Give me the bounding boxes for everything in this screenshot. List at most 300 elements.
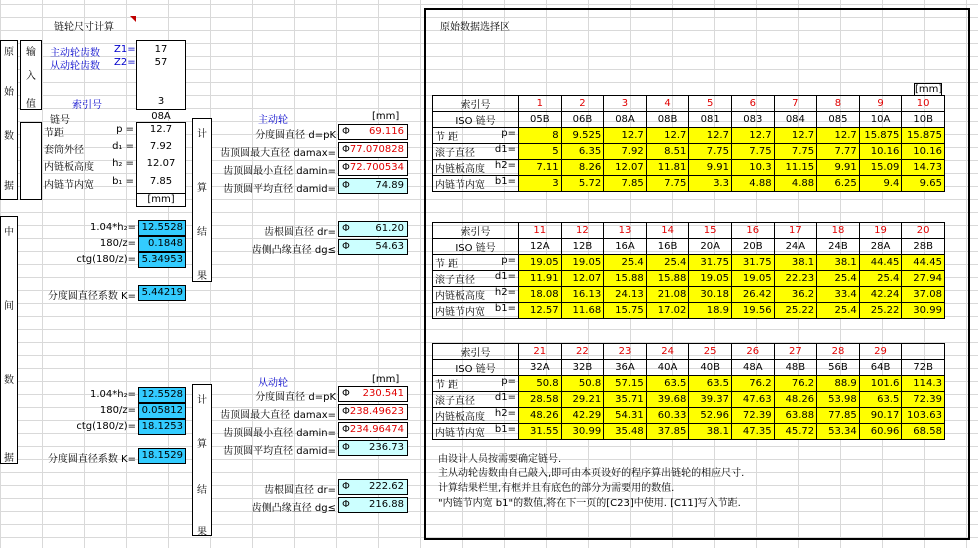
b1-cell: 25.4 bbox=[817, 303, 860, 319]
chain-code-cell[interactable]: 28B bbox=[902, 239, 945, 255]
d1-row-label bbox=[433, 144, 519, 160]
side-label-intermediate-data: 中 间 数 据 bbox=[0, 216, 18, 464]
p-cell: 19.05 bbox=[561, 255, 604, 271]
b1-cell: 12.57 bbox=[519, 303, 562, 319]
chain-data-table-3 bbox=[432, 343, 945, 440]
h2-cell: 10.3 bbox=[731, 160, 774, 176]
index-cell: 22 bbox=[561, 344, 604, 360]
result-value: 77.070828 bbox=[349, 144, 404, 155]
note-2: 主从动轮齿数由自己敲入,即可由本页设好的程序算出链轮的相应尺寸. bbox=[438, 468, 745, 479]
b1-row bbox=[433, 176, 945, 192]
chain-code-cell[interactable]: 56B bbox=[817, 360, 860, 376]
chain-unit: [mm] bbox=[136, 193, 186, 207]
b1-cell: 9.4 bbox=[859, 176, 902, 192]
b1-cell: 6.25 bbox=[817, 176, 860, 192]
index-cell: 5 bbox=[689, 96, 732, 112]
driver-root-label: 齿根圆直径 dr= bbox=[263, 227, 336, 238]
chain-code-cell[interactable]: 48B bbox=[774, 360, 817, 376]
driver-k-label: 分度圆直径系数 K= bbox=[47, 291, 136, 302]
h2-cell: 42.24 bbox=[859, 287, 902, 303]
d1-cell: 7.75 bbox=[689, 144, 732, 160]
b1-cell: 37.85 bbox=[646, 424, 689, 440]
d1-cell: 35.71 bbox=[604, 392, 647, 408]
h2-cell: 103.63 bbox=[902, 408, 945, 424]
driven-mid-label: 180/z= bbox=[99, 405, 136, 416]
chain-code-cell[interactable]: 72B bbox=[902, 360, 945, 376]
b1-cell: 25.22 bbox=[859, 303, 902, 319]
p-cell: 12.7 bbox=[604, 128, 647, 144]
index-cell: 12 bbox=[561, 223, 604, 239]
index-cell: 26 bbox=[731, 344, 774, 360]
driven-calc-side: 计 算 结 果 bbox=[192, 384, 212, 536]
d1-cell: 6.35 bbox=[561, 144, 604, 160]
driver-result-label: 齿顶圆最小直径 damin= bbox=[223, 166, 336, 177]
d1-cell: 22.23 bbox=[774, 271, 817, 287]
result-value: 230.541 bbox=[362, 388, 404, 399]
index-label: 索引号 bbox=[72, 100, 102, 111]
h2-row-label bbox=[433, 408, 519, 424]
driver-k-value: 5.44219 bbox=[138, 285, 186, 301]
driven-result-box bbox=[338, 386, 408, 402]
chain-code-cell[interactable]: 06B bbox=[561, 112, 604, 128]
chain-code-cell[interactable]: 085 bbox=[817, 112, 860, 128]
index-cell: 21 bbox=[519, 344, 562, 360]
driven-result-label: 齿顶圆最小直径 damin= bbox=[223, 428, 336, 439]
chain-param-label: 内链板高度 bbox=[44, 162, 94, 173]
index-cell: 18 bbox=[817, 223, 860, 239]
row-symbol: p= bbox=[501, 128, 516, 139]
phi-symbol: Φ bbox=[342, 481, 350, 492]
row-name: 内链板高度 bbox=[435, 291, 485, 302]
chain-code-cell[interactable]: 32A bbox=[519, 360, 562, 376]
comment-marker bbox=[130, 16, 136, 22]
chain-code-cell[interactable]: 20A bbox=[689, 239, 732, 255]
row-symbol: h2= bbox=[494, 408, 516, 419]
index-cell: 6 bbox=[731, 96, 774, 112]
driver-result-label: 齿顶圆最大直径 damax= bbox=[220, 148, 336, 159]
p-row-label bbox=[433, 376, 519, 392]
p-cell: 114.3 bbox=[902, 376, 945, 392]
chain-code-cell[interactable]: 10A bbox=[859, 112, 902, 128]
driven-result-box bbox=[338, 404, 408, 420]
b1-row-label bbox=[433, 424, 519, 440]
row-symbol: p= bbox=[501, 376, 516, 387]
side-label-input: 输 入 值 bbox=[20, 40, 42, 110]
index-cell: 8 bbox=[817, 96, 860, 112]
b1-cell: 53.34 bbox=[817, 424, 860, 440]
b1-cell: 9.65 bbox=[902, 176, 945, 192]
d1-cell: 19.05 bbox=[689, 271, 732, 287]
selection-area-title: 原始数据选择区 bbox=[440, 22, 510, 33]
h2-cell: 48.26 bbox=[519, 408, 562, 424]
h2-cell: 77.85 bbox=[817, 408, 860, 424]
h2-row-label bbox=[433, 287, 519, 303]
phi-symbol: Φ bbox=[342, 442, 350, 453]
chain-data-table-1 bbox=[432, 95, 945, 192]
chain-code-cell[interactable]: 32B bbox=[561, 360, 604, 376]
p-row bbox=[433, 376, 945, 392]
driver-mid-label: ctg(180/z)= bbox=[76, 254, 136, 265]
chain-code-cell[interactable]: 08A bbox=[604, 112, 647, 128]
chain-code-cell[interactable]: 16B bbox=[646, 239, 689, 255]
row-symbol: b1= bbox=[494, 303, 516, 314]
d1-cell: 28.58 bbox=[519, 392, 562, 408]
index-row-label: 索引号 bbox=[433, 344, 519, 360]
index-cell: 27 bbox=[774, 344, 817, 360]
d1-cell: 53.98 bbox=[817, 392, 860, 408]
row-name: 内链节内宽 bbox=[435, 307, 485, 318]
d1-cell: 19.05 bbox=[731, 271, 774, 287]
h2-cell: 36.2 bbox=[774, 287, 817, 303]
p-cell: 31.75 bbox=[689, 255, 732, 271]
h2-cell: 52.96 bbox=[689, 408, 732, 424]
p-cell: 12.7 bbox=[774, 128, 817, 144]
p-cell: 15.875 bbox=[859, 128, 902, 144]
phi-symbol: Φ bbox=[342, 388, 350, 399]
driven-root-box bbox=[338, 479, 408, 495]
d1-cell: 25.4 bbox=[817, 271, 860, 287]
p-cell: 15.875 bbox=[902, 128, 945, 144]
b1-row bbox=[433, 303, 945, 319]
driven-mid-value: 12.5528 bbox=[138, 387, 186, 403]
b1-cell: 11.68 bbox=[561, 303, 604, 319]
driven-root-label: 齿根圆直径 dr= bbox=[263, 485, 336, 496]
index-cell: 1 bbox=[519, 96, 562, 112]
h2-cell: 37.08 bbox=[902, 287, 945, 303]
h2-cell: 63.88 bbox=[774, 408, 817, 424]
phi-symbol: Φ bbox=[342, 424, 350, 435]
h2-cell: 9.91 bbox=[817, 160, 860, 176]
p-cell: 57.15 bbox=[604, 376, 647, 392]
chain-code-row-label: ISO 链号 bbox=[433, 360, 519, 376]
chain-param-symbol: b₁ = bbox=[112, 176, 134, 187]
p-cell: 12.7 bbox=[817, 128, 860, 144]
row-symbol: d1= bbox=[494, 271, 516, 282]
p-cell: 76.2 bbox=[731, 376, 774, 392]
driver-result-box bbox=[338, 124, 408, 140]
chain-code-cell[interactable]: 083 bbox=[731, 112, 774, 128]
h2-cell: 26.42 bbox=[731, 287, 774, 303]
chain-code-row-label: ISO 链号 bbox=[433, 239, 519, 255]
b1-cell: 3.3 bbox=[689, 176, 732, 192]
chain-code-cell[interactable]: 12A bbox=[519, 239, 562, 255]
h2-cell: 21.08 bbox=[646, 287, 689, 303]
p-cell: 63.5 bbox=[689, 376, 732, 392]
phi-symbol: Φ bbox=[342, 162, 350, 173]
d1-cell: 72.39 bbox=[902, 392, 945, 408]
page-title: 链轮尺寸计算 bbox=[54, 22, 114, 33]
row-name: 滚子直径 bbox=[435, 148, 475, 159]
row-symbol: h2= bbox=[494, 287, 516, 298]
chain-data-table-2 bbox=[432, 222, 945, 319]
driven-mid-value: 18.1253 bbox=[138, 419, 186, 435]
chain-code-row bbox=[433, 360, 945, 376]
chain-param-label: 套筒外径 bbox=[44, 145, 84, 156]
h2-cell: 18.08 bbox=[519, 287, 562, 303]
chain-no-value: 08A bbox=[151, 111, 171, 122]
d1-cell: 7.75 bbox=[774, 144, 817, 160]
index-row bbox=[433, 96, 945, 112]
p-cell: 12.7 bbox=[731, 128, 774, 144]
d1-cell: 11.91 bbox=[519, 271, 562, 287]
index-cell: 2 bbox=[561, 96, 604, 112]
result-value: 72.700534 bbox=[349, 162, 404, 173]
driven-mid-label: 1.04*h₂= bbox=[90, 389, 136, 400]
row-symbol: b1= bbox=[494, 176, 516, 187]
chain-param-symbol: p = bbox=[116, 124, 134, 135]
b1-row-label bbox=[433, 303, 519, 319]
b1-cell: 30.99 bbox=[902, 303, 945, 319]
chain-code-cell[interactable]: 40A bbox=[646, 360, 689, 376]
driven-result-box bbox=[338, 422, 408, 438]
p-cell: 88.9 bbox=[817, 376, 860, 392]
chain-code-cell[interactable]: 36A bbox=[604, 360, 647, 376]
index-cell: 29 bbox=[859, 344, 902, 360]
index-cell: 25 bbox=[689, 344, 732, 360]
p-cell: 38.1 bbox=[774, 255, 817, 271]
d1-cell: 29.21 bbox=[561, 392, 604, 408]
b1-cell: 7.75 bbox=[646, 176, 689, 192]
params-side-box bbox=[20, 122, 42, 200]
driven-title: 从动轮 bbox=[258, 378, 288, 389]
result-value: 61.20 bbox=[375, 223, 404, 234]
chain-code-cell[interactable]: 40B bbox=[689, 360, 732, 376]
h2-cell: 14.73 bbox=[902, 160, 945, 176]
h2-cell: 90.17 bbox=[859, 408, 902, 424]
b1-cell: 35.48 bbox=[604, 424, 647, 440]
result-value: 74.89 bbox=[375, 180, 404, 191]
driver-mid-label: 1.04*h₂= bbox=[90, 222, 136, 233]
chain-param-symbol: d₁ = bbox=[112, 141, 134, 152]
h2-cell: 16.13 bbox=[561, 287, 604, 303]
d1-cell: 47.63 bbox=[731, 392, 774, 408]
index-cell: 7 bbox=[774, 96, 817, 112]
index-row bbox=[433, 223, 945, 239]
chain-param-label: 节距 bbox=[44, 128, 64, 139]
driver-result-label: 齿顶圆平均直径 damid= bbox=[223, 184, 336, 195]
p-cell: 12.7 bbox=[689, 128, 732, 144]
chain-param-value: 12.7 bbox=[149, 124, 173, 135]
index-cell: 28 bbox=[817, 344, 860, 360]
driver-unit: [mm] bbox=[372, 111, 400, 122]
index-cell: 24 bbox=[646, 344, 689, 360]
d1-cell: 7.92 bbox=[604, 144, 647, 160]
driver-title: 主动轮 bbox=[258, 115, 288, 126]
b1-cell: 47.35 bbox=[731, 424, 774, 440]
d1-cell: 63.5 bbox=[859, 392, 902, 408]
tables-unit: [mm] bbox=[915, 84, 943, 95]
h2-cell: 72.39 bbox=[731, 408, 774, 424]
p-cell: 44.45 bbox=[859, 255, 902, 271]
phi-symbol: Φ bbox=[342, 223, 350, 234]
b1-cell: 19.56 bbox=[731, 303, 774, 319]
b1-cell: 18.9 bbox=[689, 303, 732, 319]
row-symbol: d1= bbox=[494, 392, 516, 403]
driven-unit: [mm] bbox=[372, 374, 400, 385]
h2-cell: 7.11 bbox=[519, 160, 562, 176]
side-label-original-data: 原 始 数 据 bbox=[0, 40, 18, 200]
h2-cell: 30.18 bbox=[689, 287, 732, 303]
driver-calc-side: 计 算 结 果 bbox=[192, 118, 212, 282]
chain-code-cell[interactable]: 48A bbox=[731, 360, 774, 376]
d1-cell: 25.4 bbox=[859, 271, 902, 287]
d1-cell: 15.88 bbox=[604, 271, 647, 287]
driver-mid-value: 12.5528 bbox=[138, 220, 186, 236]
z1-label: 主动轮齿数 bbox=[50, 48, 100, 59]
chain-code-cell[interactable]: 64B bbox=[859, 360, 902, 376]
phi-symbol: Φ bbox=[342, 406, 350, 417]
chain-code-row bbox=[433, 112, 945, 128]
result-value: 222.62 bbox=[369, 481, 404, 492]
p-cell: 38.1 bbox=[817, 255, 860, 271]
z1-symbol: Z1= bbox=[114, 44, 136, 55]
h2-row-label bbox=[433, 160, 519, 176]
row-symbol: d1= bbox=[494, 144, 516, 155]
chain-param-value: 7.85 bbox=[149, 176, 173, 187]
driver-result-box bbox=[338, 142, 408, 158]
chain-code-cell[interactable]: 24A bbox=[774, 239, 817, 255]
driven-flank-label: 齿侧凸缘直径 dg≤ bbox=[251, 503, 336, 514]
chain-code-cell[interactable]: 081 bbox=[689, 112, 732, 128]
row-name: 内链板高度 bbox=[435, 412, 485, 423]
d1-cell: 39.68 bbox=[646, 392, 689, 408]
row-name: 滚子直径 bbox=[435, 396, 475, 407]
note-1: 由设计人员按需要确定链号. bbox=[438, 454, 562, 465]
p-cell: 25.4 bbox=[604, 255, 647, 271]
driver-result-label: 分度圆直径 d=pK bbox=[255, 130, 336, 141]
chain-code-cell[interactable]: 08B bbox=[646, 112, 689, 128]
driven-result-box bbox=[338, 440, 408, 456]
chain-code-cell[interactable]: 10B bbox=[902, 112, 945, 128]
d1-cell: 15.88 bbox=[646, 271, 689, 287]
h2-cell: 12.07 bbox=[604, 160, 647, 176]
index-cell: 14 bbox=[646, 223, 689, 239]
h2-cell: 42.29 bbox=[561, 408, 604, 424]
phi-symbol: Φ bbox=[342, 126, 350, 137]
b1-cell: 5.72 bbox=[561, 176, 604, 192]
d1-cell: 10.16 bbox=[902, 144, 945, 160]
driver-result-box bbox=[338, 178, 408, 194]
b1-row bbox=[433, 424, 945, 440]
h2-row bbox=[433, 287, 945, 303]
chain-param-label: 内链节内宽 bbox=[44, 180, 94, 191]
index-input[interactable]: 3 bbox=[157, 96, 165, 107]
index-cell: 16 bbox=[731, 223, 774, 239]
result-value: 236.73 bbox=[369, 442, 404, 453]
driver-root-box bbox=[338, 221, 408, 237]
d1-cell: 27.94 bbox=[902, 271, 945, 287]
driven-k-value: 18.1529 bbox=[138, 448, 186, 464]
index-cell bbox=[902, 344, 945, 360]
p-cell: 31.75 bbox=[731, 255, 774, 271]
p-row bbox=[433, 255, 945, 271]
chain-param-value: 7.92 bbox=[149, 141, 173, 152]
driver-mid-value: 0.1848 bbox=[138, 236, 186, 252]
b1-cell: 25.22 bbox=[774, 303, 817, 319]
result-value: 54.63 bbox=[375, 241, 404, 252]
row-name: 节 距 bbox=[435, 132, 459, 143]
result-value: 234.96474 bbox=[349, 424, 404, 435]
index-cell: 3 bbox=[604, 96, 647, 112]
b1-cell: 4.88 bbox=[731, 176, 774, 192]
b1-cell: 15.75 bbox=[604, 303, 647, 319]
h2-cell: 8.26 bbox=[561, 160, 604, 176]
chain-code-cell[interactable]: 05B bbox=[519, 112, 562, 128]
h2-cell: 33.4 bbox=[817, 287, 860, 303]
d1-row bbox=[433, 392, 945, 408]
note-3: 计算结果栏里,有框并且有底色的部分为需要用的数值. bbox=[438, 483, 675, 494]
chain-code-cell[interactable]: 20B bbox=[731, 239, 774, 255]
driver-flank-box bbox=[338, 239, 408, 255]
chain-code-cell[interactable]: 12B bbox=[561, 239, 604, 255]
row-symbol: b1= bbox=[494, 424, 516, 435]
z2-symbol: Z2= bbox=[114, 57, 136, 68]
h2-cell: 11.15 bbox=[774, 160, 817, 176]
chain-no-label: 链号 bbox=[50, 115, 70, 126]
note-4: "内链节内宽 b1"的数值,将在下一页的[C23]中使用. [C11]写入节距. bbox=[438, 498, 741, 509]
index-cell: 13 bbox=[604, 223, 647, 239]
d1-cell: 48.26 bbox=[774, 392, 817, 408]
d1-cell: 5 bbox=[519, 144, 562, 160]
chain-code-cell[interactable]: 084 bbox=[774, 112, 817, 128]
p-cell: 25.4 bbox=[646, 255, 689, 271]
d1-cell: 7.75 bbox=[731, 144, 774, 160]
z2-input[interactable]: 57 bbox=[154, 57, 168, 68]
index-cell: 17 bbox=[774, 223, 817, 239]
b1-cell: 7.85 bbox=[604, 176, 647, 192]
index-cell: 20 bbox=[902, 223, 945, 239]
z2-label: 从动轮齿数 bbox=[50, 61, 100, 72]
row-symbol: p= bbox=[501, 255, 516, 266]
driven-k-label: 分度圆直径系数 K= bbox=[47, 454, 136, 465]
row-name: 节 距 bbox=[435, 259, 459, 270]
index-cell: 15 bbox=[689, 223, 732, 239]
phi-symbol: Φ bbox=[342, 499, 350, 510]
driver-result-box bbox=[338, 160, 408, 176]
d1-row-label bbox=[433, 271, 519, 287]
p-cell: 76.2 bbox=[774, 376, 817, 392]
chain-param-symbol: h₂ = bbox=[112, 158, 134, 169]
phi-symbol: Φ bbox=[342, 241, 350, 252]
chain-code-cell[interactable]: 24B bbox=[817, 239, 860, 255]
index-cell: 9 bbox=[859, 96, 902, 112]
d1-cell: 12.07 bbox=[561, 271, 604, 287]
p-cell: 44.45 bbox=[902, 255, 945, 271]
result-value: 238.49623 bbox=[349, 406, 404, 417]
b1-cell: 38.1 bbox=[689, 424, 732, 440]
d1-row bbox=[433, 271, 945, 287]
b1-cell: 31.55 bbox=[519, 424, 562, 440]
h2-row bbox=[433, 408, 945, 424]
p-cell: 63.5 bbox=[646, 376, 689, 392]
chain-code-row bbox=[433, 239, 945, 255]
chain-code-cell[interactable]: 16A bbox=[604, 239, 647, 255]
h2-cell: 24.13 bbox=[604, 287, 647, 303]
b1-cell: 45.72 bbox=[774, 424, 817, 440]
index-cell: 11 bbox=[519, 223, 562, 239]
p-cell: 19.05 bbox=[519, 255, 562, 271]
chain-code-cell[interactable]: 28A bbox=[859, 239, 902, 255]
row-name: 滚子直径 bbox=[435, 275, 475, 286]
chain-param-value: 12.07 bbox=[146, 158, 176, 169]
z1-input[interactable]: 17 bbox=[154, 44, 168, 55]
p-cell: 50.8 bbox=[519, 376, 562, 392]
driver-flank-label: 齿侧凸缘直径 dg≤ bbox=[251, 245, 336, 256]
result-value: 216.88 bbox=[369, 499, 404, 510]
row-name: 内链板高度 bbox=[435, 164, 485, 175]
d1-row-label bbox=[433, 392, 519, 408]
b1-cell: 3 bbox=[519, 176, 562, 192]
